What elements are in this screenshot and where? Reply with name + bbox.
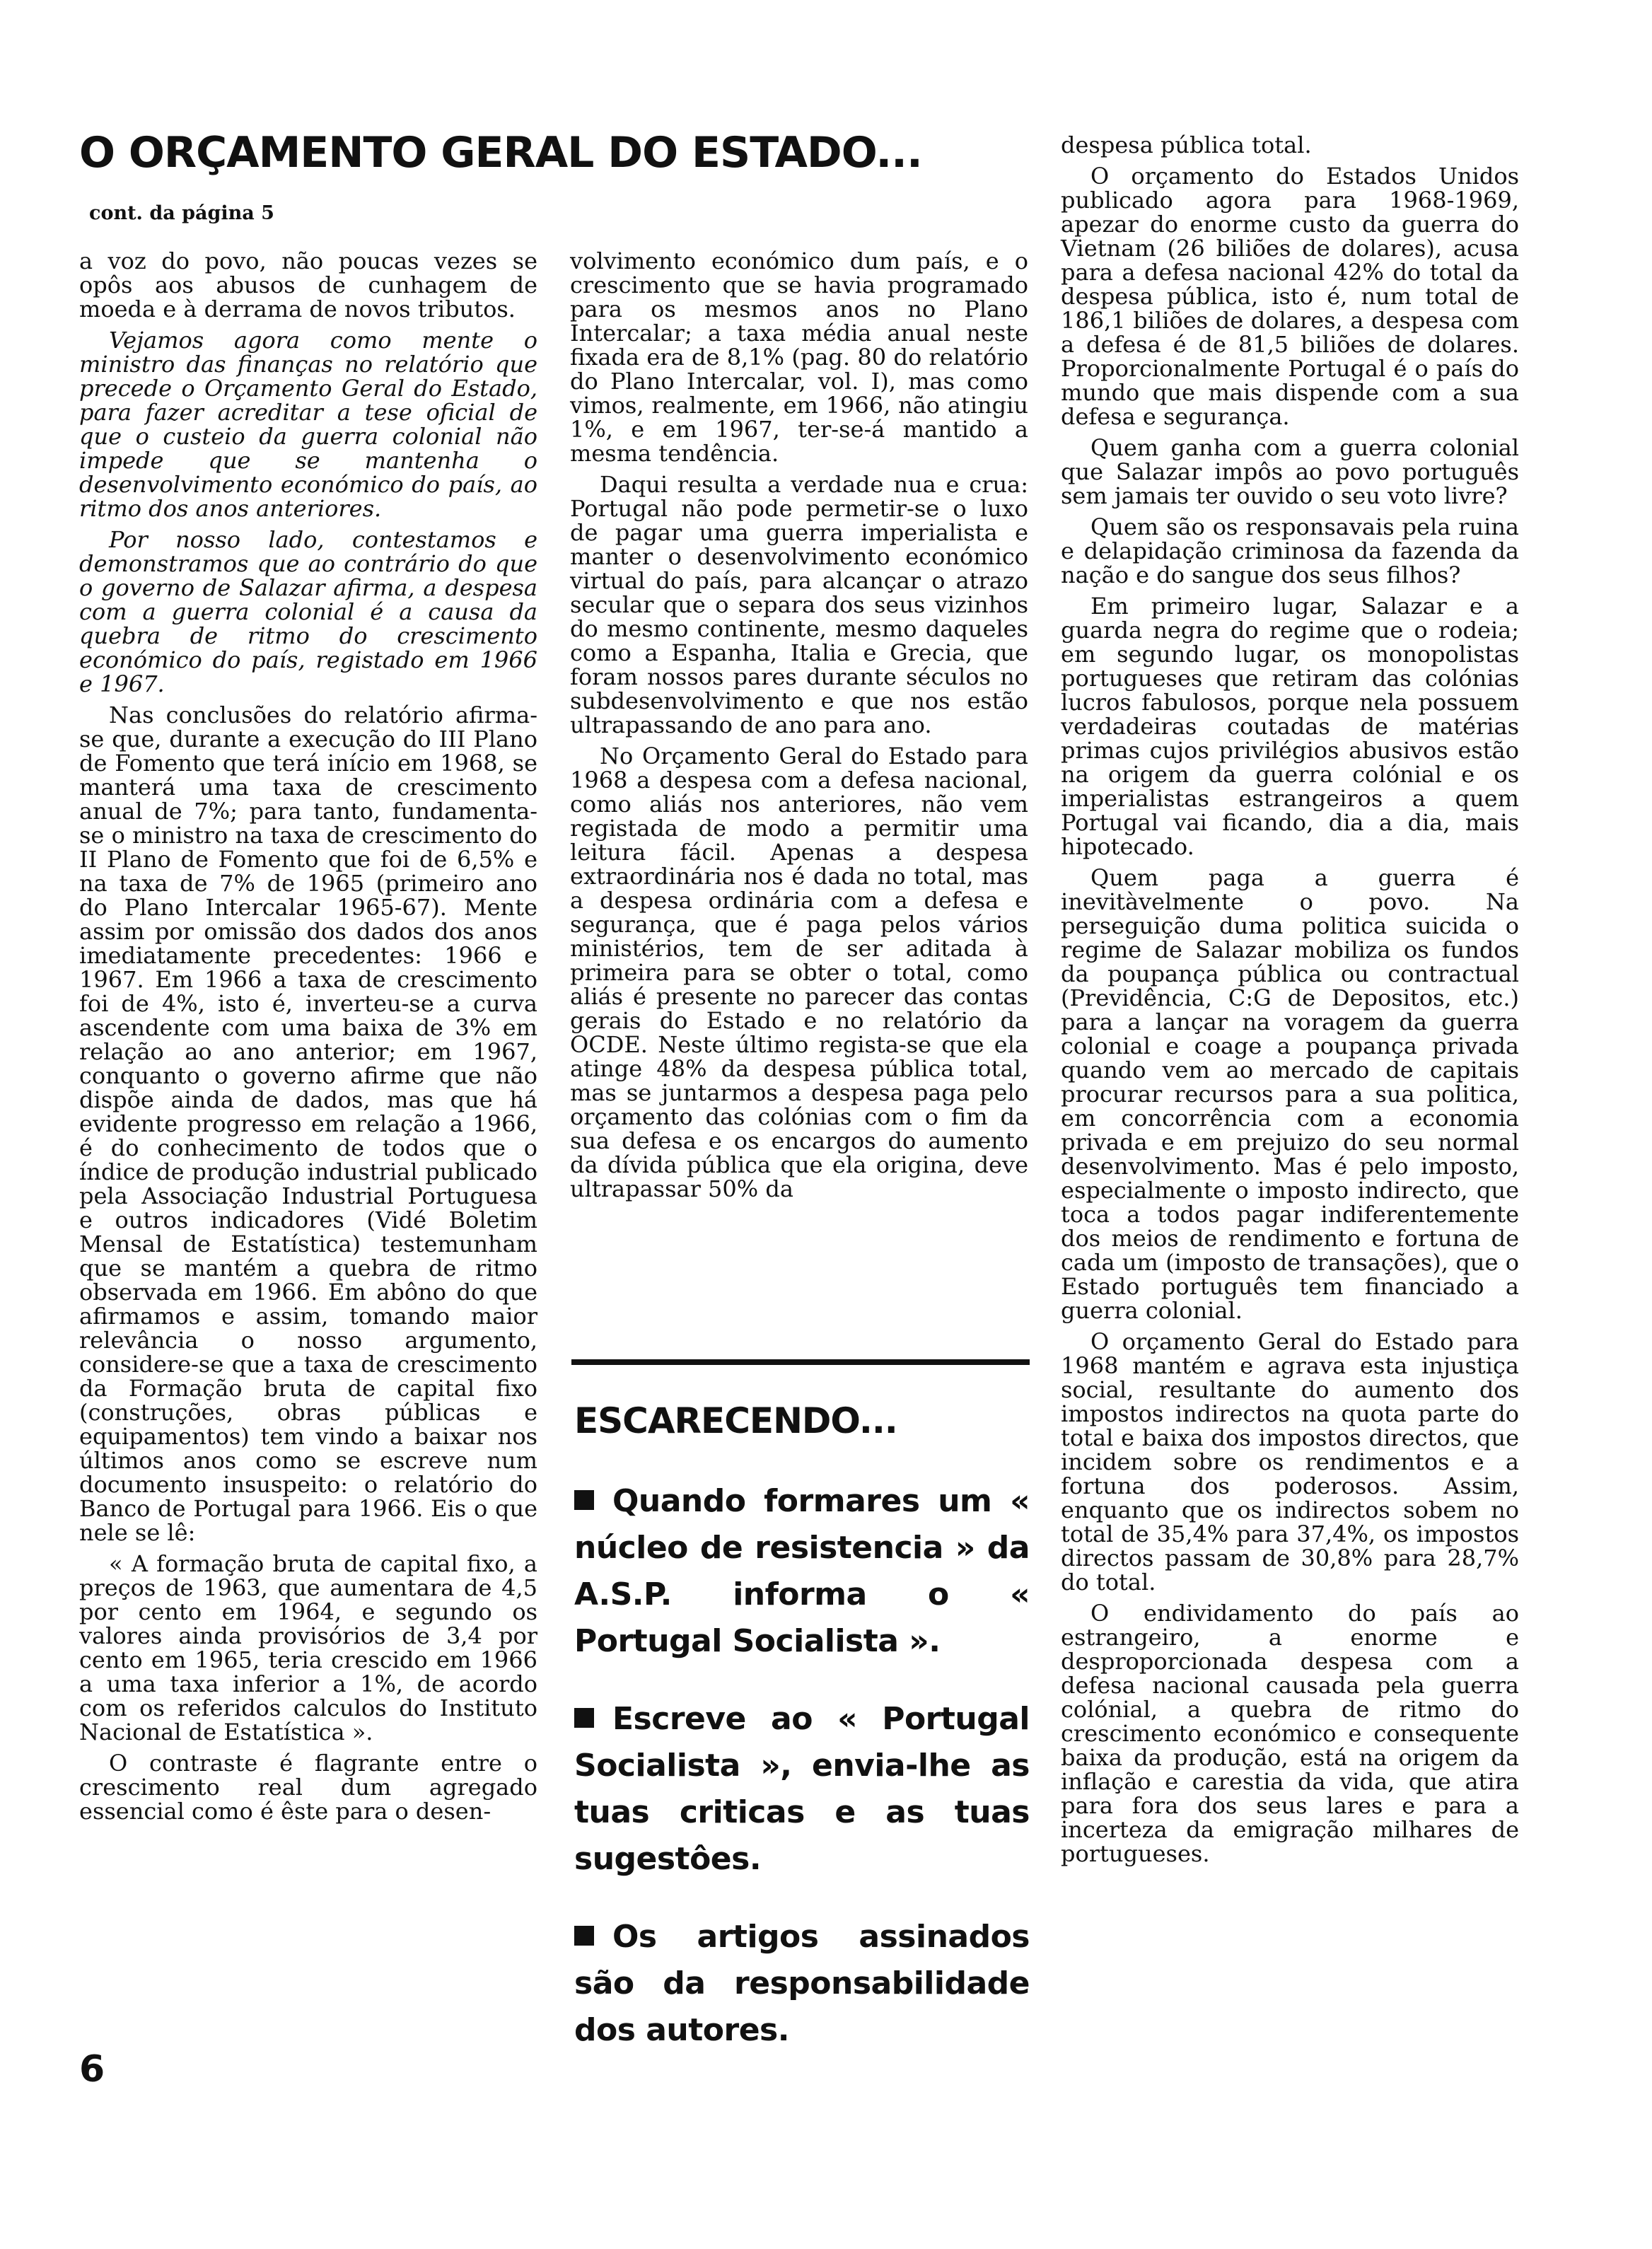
sidebar-note	[574, 1696, 1030, 1883]
square-bullet-icon	[574, 1926, 594, 1946]
paragraph: O orçamento Geral do Estado para 1968 mantém e agrava esta injustiça social, resultante do aumento dos impostos indirectos na quota parte do total e baixa dos impostos directos, que incidem sobre os rendimentos e a fortuna dos poderosos. Assim, enquanto que os indirectos sobem no total de 35,4% para 37,4%, os impostos directos passam de 30,8% para 28,7% do total.	[1061, 1328, 1519, 1596]
paragraph: O contraste é flagrante entre o crescimento real dum agregado essencial como é êste para o desen-	[79, 1750, 537, 1825]
paragraph: Por nosso lado, contestamos e demonstramos que ao contrário do que o governo de Salazar afirma, a despesa com a guerra colonial é a causa da quebra de ritmo do crescimento económico do país, registado em 1966 e 1967.	[79, 526, 537, 697]
sidebar-title: ESCARECENDO...	[574, 1400, 897, 1441]
paragraph: O endividamento do país ao estrangeiro, a enorme e desproporcionada despesa com a defesa nacional causada pela guerra colónial, a quebra de ritmo do crescimento económico e consequente baixa da produção, está na origem da inflação e carestia da vida, que atira para fora dos seus lares e para a incerteza da emigração milhares de portugueses.	[1061, 1600, 1519, 1867]
paragraph: Daqui resulta a verdade nua e crua: Portugal não pode permetir-se o luxo de pagar uma guerra imperialista e manter o desenvolvimento económico virtual do país, para alcançar o atrazo secular que o separa dos seus vizinhos do mesmo continente, mesmo daqueles como a Espanha, Italia e Grecia, que foram nossos pares durante séculos no subdesenvolvimento e que nos estão ultrapassando de ano para ano.	[570, 471, 1028, 738]
article-column-3	[1061, 133, 1519, 1866]
sidebar-note	[574, 1914, 1030, 2054]
sidebar-notes	[574, 1478, 1030, 2085]
paragraph: No Orçamento Geral do Estado para 1968 a despesa com a defesa nacional, como aliás nos anteriores, não vem registada de modo a permitir uma leitura fácil. Apenas a despesa extraordinária nos é dada no total, mas a despesa ordinária com a defesa e segurança, que é paga pelos vários ministérios, tem de ser aditada à primeira para se obter o total, como aliás é presente no parecer das contas gerais do Estado e no relatório da OCDE. Neste último regista-se que ela atinge 48% da despesa pública total, mas se juntarmos a despesa paga pelo orçamento das colónias com o fim da sua defesa e os encargos do aumento da dívida pública que ela origina, deve ultrapassar 50% da	[570, 743, 1028, 1202]
paragraph: Em primeiro lugar, Salazar e a guarda negra do regime que o rodeia; em segundo lugar, os monopolistas portugueses que retiram das colónias lucros fabulosos, porque nela possuem verdadeiras coutadas de matérias primas cujos privilégios abusivos estão na origem da guerra colónial e os imperialistas estrangeiros a quem Portugal vai ficando, dia a dia, mais hipotecado.	[1061, 593, 1519, 860]
paragraph: Nas conclusões do relatório afirma-se que, durante a execução do III Plano de Fomento que terá início em 1968, se manterá uma taxa de crescimento anual de 7%; para tanto, fundamenta-se o ministro na taxa de crescimento do II Plano de Fomento que foi de 6,5% e na taxa de 7% de 1965 (primeiro ano do Plano Intercalar 1965-67). Mente assim por omissão dos dados dos anos imediatamente precedentes: 1966 e 1967. Em 1966 a taxa de crescimento foi de 4%, isto é, inverteu-se a curva ascendente com uma baixa de 3% em relação ao ano anterior; em 1967, conquanto o governo afirme que não dispõe ainda de dados, mas que há evidente progresso em relação a 1966, é do conhecimento de todos que o índice de produção industrial publicado pela Associação Industrial Portuguesa e outros indicadores (Vidé Boletim Mensal de Estatística) testemunham que se mantém a quebra de ritmo observada em 1966. Em abôno do que afirmamos e assim, tomando maior relevância o nosso argumento, considere-se que a taxa de crescimento da Formação bruta de capital fixo (construções, obras públicas e equipamentos) tem vindo a baixar nos últimos anos como se escreve num documento insuspeito: o relatório do Banco de Portugal para 1966. Eis o que nele se lê:	[79, 702, 537, 1546]
paragraph: a voz do povo, não poucas vezes se opôs aos abusos de cunhagem de moeda e à derrama de novos tributos.	[79, 248, 537, 322]
square-bullet-icon	[574, 1708, 594, 1728]
sidebar-note	[574, 1478, 1030, 1665]
sidebar-note-text: Os artigos assinados são da responsabilidade dos autores.	[574, 1919, 1030, 2048]
paragraph: Vejamos agora como mente o ministro das finanças no relatório que precede o Orçamento Geral do Estado, para fazer acreditar a tese oficial de que o custeio da guerra colonial não impede que se mantenha o desenvolvimento económico do país, ao ritmo dos anos anteriores.	[79, 327, 537, 522]
paragraph: Quem ganha com a guerra colonial que Salazar impôs ao povo português sem jamais ter ouvido o seu voto livre?	[1061, 434, 1519, 509]
paragraph: O orçamento do Estados Unidos publicado agora para 1968-1969, apezar do enorme custo da guerra do Vietnam (26 biliões de dolares), acusa para a defesa nacional 42% do total da despesa pública, isto é, num total de 186,1 biliões de dolares, a despesa com a defesa é de 81,5 biliões de dolares. Proporcionalmente Portugal é o país do mundo que mais dispende com a sua defesa e segurança.	[1061, 163, 1519, 430]
paragraph: Quem paga a guerra é inevitàvelmente o povo. Na perseguição duma politica suicida o regime de Salazar mobiliza os fundos da poupança pública ou contractual (Previdência, C:G de Depositos, etc.) para a lançar na voragem da guerra colonial e coage a poupança privada quando vem ao mercado de capitais procurar recursos para a sua politica, em concorrência com a economia privada e em prejuizo do seu normal desenvolvimento. Mas é pelo imposto, especialmente o imposto indirecto, que toca a todos pagar indiferentemente dos meios de rendimento e fortuna de cada um (imposto de transações), que o Estado português tem financiado a guerra colonial.	[1061, 864, 1519, 1324]
paragraph: Quem são os responsavais pela ruina e delapidação criminosa da fazenda da nação e do sangue dos seus filhos?	[1061, 513, 1519, 588]
paragraph: volvimento económico dum país, e o crescimento que se havia programado para os mesmos anos no Plano Intercalar; a taxa média anual neste fixada era de 8,1% (pag. 80 do relatório do Plano Intercalar, vol. I), mas como vimos, realmente, em 1966, não atingiu 1%, e em 1967, ter-se-á mantido a mesma tendência.	[570, 248, 1028, 467]
headline: O ORÇAMENTO GERAL DO ESTADO...	[79, 128, 922, 178]
square-bullet-icon	[574, 1490, 594, 1510]
sidebar-note-text: Escreve ao « Portugal Socialista », envia-lhe as tuas criticas e as tuas sugestôes.	[574, 1701, 1030, 1877]
paragraph: despesa pública total.	[1061, 132, 1312, 158]
article-column-1	[79, 249, 537, 1823]
paragraph: « A formação bruta de capital fixo, a preços de 1963, que aumentara de 4,5 por cento em 1964, e segundo os valores ainda provisórios de 3,4 por cento em 1965, teria crescido em 1966 a uma taxa inferior a 1%, de acordo com os referidos calculos do Instituto Nacional de Estatística ».	[79, 1550, 537, 1745]
sidebar-note-text: Quando formares um « núcleo de resistencia » da A.S.P. informa o « Portugal Socialista ».	[574, 1483, 1030, 1659]
article-column-2	[570, 249, 1028, 1201]
continued-from-note: cont. da página 5	[89, 202, 274, 224]
page-number: 6	[79, 2048, 105, 2091]
sidebar-divider-rule	[571, 1359, 1030, 1365]
